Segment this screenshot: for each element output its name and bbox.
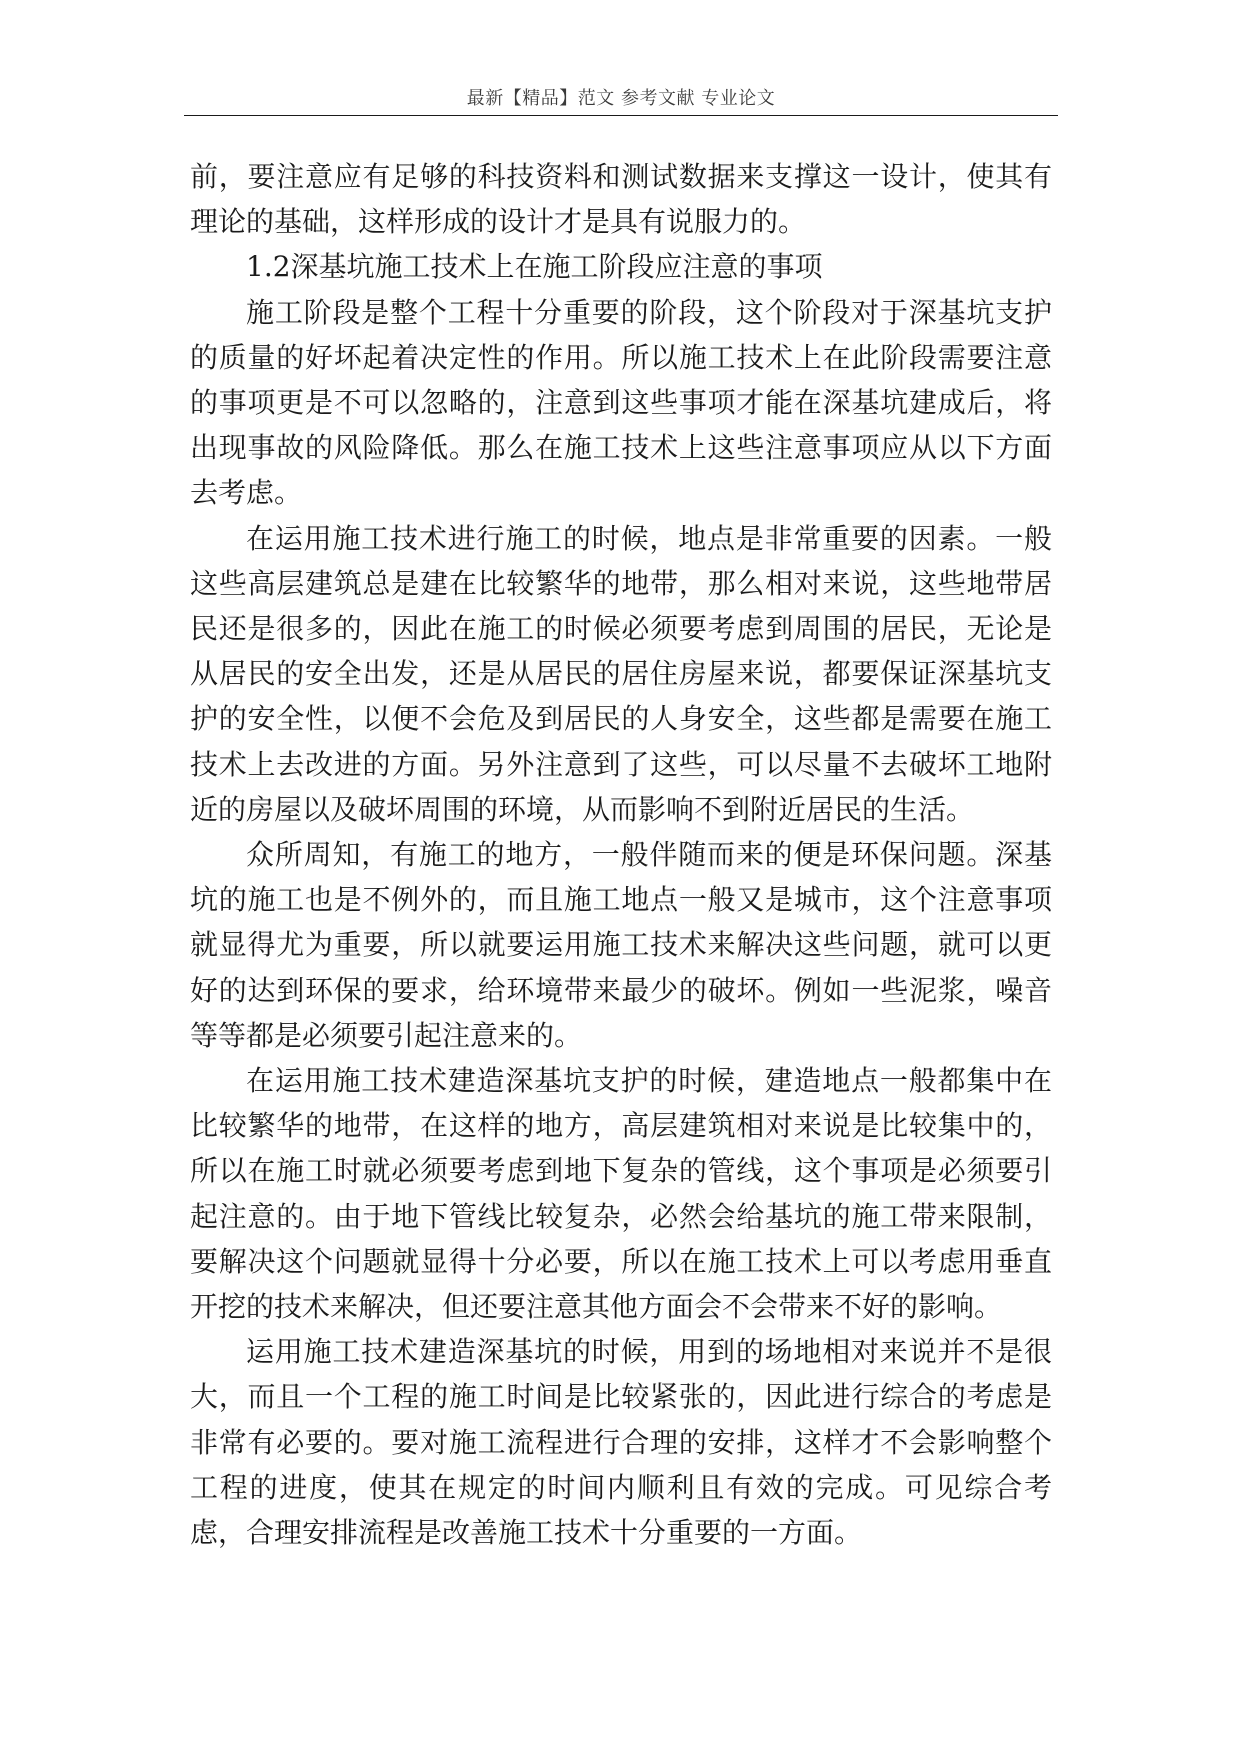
- page-header: 最新【精品】范文 参考文献 专业论文: [466, 88, 776, 109]
- paragraph-intro-continuation: 前，要注意应有足够的科技资料和测试数据来支撑这一设计，使其有理论的基础，这样形成的设计才是具有说服力的。: [190, 160, 1052, 239]
- section-heading: 1.2深基坑施工技术上在施工阶段应注意的事项: [246, 250, 823, 284]
- paragraph-2: 在运用施工技术进行施工的时候，地点是非常重要的因素。一般这些高层建筑总是建在比较繁华的地带，那么相对来说，这些地带居民还是很多的，因此在施工的时候必须要考虑到周围的居民，无论是从居民的安全出发，还是从居民的居住房屋来说，都要保证深基坑支护的安全性，以便不会危及到居民的人身安全，这些都是需要在施工技术上去改进的方面。另外注意到了这些，可以尽量不去破坏工地附近的房屋以及破坏周围的环境，从而影响不到附近居民的生活。: [190, 521, 1052, 826]
- header-rule: [184, 115, 1058, 116]
- paragraph-3: 众所周知，有施工的地方，一般伴随而来的便是环保问题。深基坑的施工也是不例外的，而且施工地点一般又是城市，这个注意事项就显得尤为重要，所以就要运用施工技术来解决这些问题，就可以更好的达到环保的要求，给环境带来最少的破坏。例如一些泥浆，噪音等等都是必须要引起注意来的。: [190, 838, 1052, 1052]
- paragraph-5: 运用施工技术建造深基坑的时候，用到的场地相对来说并不是很大，而且一个工程的施工时间是比较紧张的，因此进行综合的考虑是非常有必要的。要对施工流程进行合理的安排，这样才不会影响整个工程的进度，使其在规定的时间内顺利且有效的完成。可见综合考虑，合理安排流程是改善施工技术十分重要的一方面。: [190, 1335, 1052, 1550]
- paragraph-1: 施工阶段是整个工程十分重要的阶段，这个阶段对于深基坑支护的质量的好坏起着决定性的作用。所以施工技术上在此阶段需要注意的事项更是不可以忽略的，注意到这些事项才能在深基坑建成后，将出现事故的风险降低。那么在施工技术上这些注意事项应从以下方面去考虑。: [190, 295, 1052, 510]
- document-body: [190, 154, 1052, 1555]
- paragraph-4: 在运用施工技术建造深基坑支护的时候，建造地点一般都集中在比较繁华的地带，在这样的地方，高层建筑相对来说是比较集中的，所以在施工时就必须要考虑到地下复杂的管线，这个事项是必须要引起注意的。由于地下管线比较复杂，必然会给基坑的施工带来限制，要解决这个问题就显得十分必要，所以在施工技术上可以考虑用垂直开挖的技术来解决，但还要注意其他方面会不会带来不好的影响。: [190, 1064, 1052, 1324]
